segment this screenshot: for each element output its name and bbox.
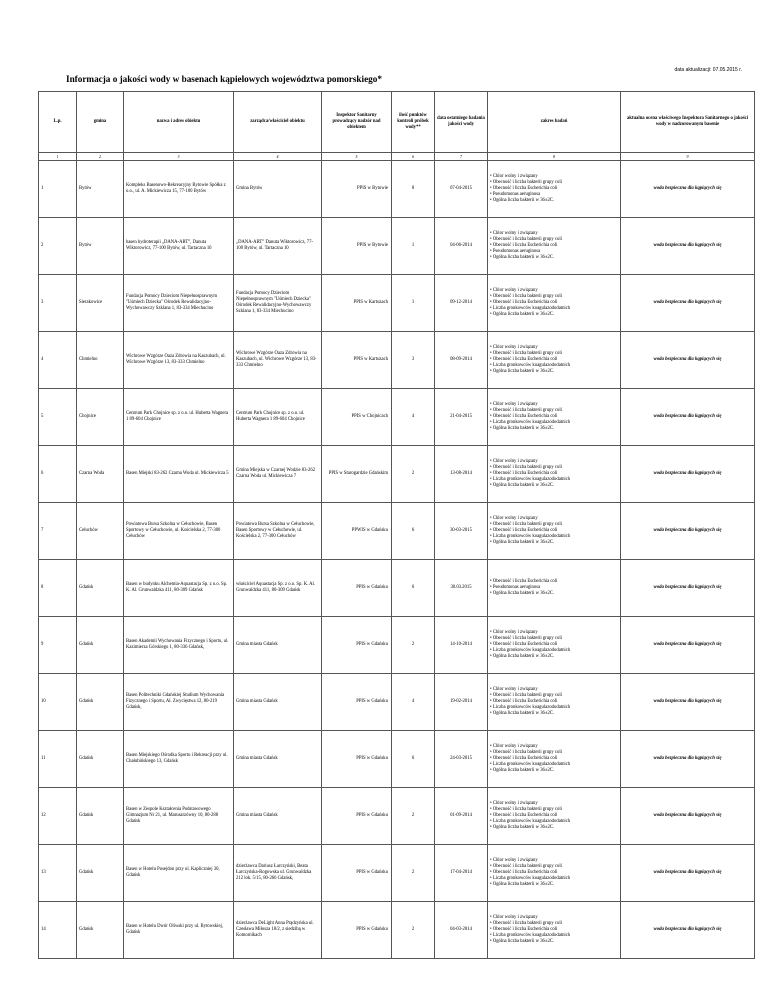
col-number: 2 bbox=[77, 153, 124, 161]
cell-obiekt: Basen Miejskiego Ośrodka Sportu i Rekreacji przy ul. Chałubińskiego 13, Gdańsk bbox=[124, 731, 234, 788]
cell-data: 30.03.2015 bbox=[435, 560, 488, 617]
cell-ocena: woda bezpieczna dla kąpiących się bbox=[621, 902, 755, 959]
zakres-item: • Obecność i liczba Escherichia coli bbox=[490, 300, 618, 306]
zakres-item: • Chlor wolny i związany bbox=[490, 459, 618, 465]
zakres-item: • Pseudomonas aeruginosa bbox=[490, 249, 618, 255]
zakres-item: • Obecność i liczba Escherichia coli bbox=[490, 699, 618, 705]
table-row bbox=[39, 332, 755, 389]
table-row bbox=[39, 560, 755, 617]
zakres-item: • Ogólna liczba bakterii w 36±2C. bbox=[490, 312, 618, 318]
cell-data: 24-03-2015 bbox=[435, 731, 488, 788]
table-row bbox=[39, 845, 755, 902]
cell-punkty: 6 bbox=[392, 503, 435, 560]
cell-zarzadca: Gmina miasta Gdańsk bbox=[234, 617, 322, 674]
zakres-list bbox=[490, 801, 618, 830]
cell-data: 17-04-2014 bbox=[435, 845, 488, 902]
cell-zarzadca: Fundacja Pomocy Dzieciom Niepełnosprawnym "Uśmiech Dziecka" Ośrodek Rewalidacyjno-Wychowawczy Szklana 1, 83-334 Miechucino bbox=[234, 275, 322, 332]
zakres-item: • Chlor wolny i związany bbox=[490, 516, 618, 522]
cell-data: 21-04-2015 bbox=[435, 389, 488, 446]
zakres-item: • Chlor wolny i związany bbox=[490, 630, 618, 636]
cell-gmina: Bytów bbox=[77, 161, 124, 218]
cell-lp: 11 bbox=[39, 731, 77, 788]
cell-obiekt: Wichrowe Wzgórze Oaza Zdrowia na Kaszubach, ul. Wichrowe Wzgórze 13, 83-333 Chmielno bbox=[124, 332, 234, 389]
cell-inspektor: PPIS w Gdańsku bbox=[322, 674, 392, 731]
cell-ocena: woda bezpieczna dla kąpiących się bbox=[621, 389, 755, 446]
cell-data: 13-08-2014 bbox=[435, 446, 488, 503]
cell-inspektor: PPIS w Gdańsku bbox=[322, 845, 392, 902]
zakres-list bbox=[490, 630, 618, 659]
cell-inspektor: PPIS w Bytowie bbox=[322, 218, 392, 275]
col-number: 3 bbox=[124, 153, 234, 161]
cell-inspektor: PPIS w Gdańsku bbox=[322, 788, 392, 845]
cell-inspektor: PPIS w Gdańsku bbox=[322, 617, 392, 674]
zakres-list bbox=[490, 915, 618, 944]
header-obiekt: nazwa i adres obiektu bbox=[124, 92, 234, 153]
cell-data: 09-12-2014 bbox=[435, 275, 488, 332]
cell-zarzadca: Gmina miasta Gdańsk bbox=[234, 731, 322, 788]
cell-ocena: woda bezpieczna dla kąpiących się bbox=[621, 731, 755, 788]
cell-obiekt: basen hydroterapii „DANA-ART”, Danuta Wiktorowicz, 77-100 Bytów, ul. Tartaczna 10 bbox=[124, 218, 234, 275]
cell-gmina: Bytów bbox=[77, 218, 124, 275]
cell-data: 01-09-2014 bbox=[435, 788, 488, 845]
cell-lp: 12 bbox=[39, 788, 77, 845]
header-data: data ostatniego badania jakości wody bbox=[435, 92, 488, 153]
cell-punkty: 4 bbox=[392, 389, 435, 446]
col-number: 5 bbox=[322, 153, 392, 161]
cell-gmina: Gdańsk bbox=[77, 560, 124, 617]
cell-gmina: Czarna Woda bbox=[77, 446, 124, 503]
zakres-list bbox=[490, 579, 618, 597]
zakres-item: • Ogólna liczba bakterii w 36±2C. bbox=[490, 426, 618, 432]
zakres-list bbox=[490, 858, 618, 887]
cell-gmina: Gdańsk bbox=[77, 845, 124, 902]
cell-obiekt: Basen w Zespole Kształcenia Podstawowego Gimnazjum Nr 21, ul. Marusarzówny 10, 80-288 Gdańsk bbox=[124, 788, 234, 845]
header-inspektor: Inspektor Sanitarny prowadzący nadzór nad obiektem bbox=[322, 92, 392, 153]
cell-zakres bbox=[488, 275, 621, 332]
cell-lp: 7 bbox=[39, 503, 77, 560]
cell-ocena: woda bezpieczna dla kąpiących się bbox=[621, 446, 755, 503]
cell-zakres bbox=[488, 674, 621, 731]
zakres-list bbox=[490, 288, 618, 317]
zakres-item: • Obecność i liczba Escherichia coli bbox=[490, 642, 618, 648]
cell-zakres bbox=[488, 389, 621, 446]
zakres-item: • Liczba gronkowców koagulazododatnich bbox=[490, 534, 618, 540]
zakres-item: • Obecność i liczba bakterii grupy coli bbox=[490, 636, 618, 642]
cell-punkty: 2 bbox=[392, 446, 435, 503]
cell-zarzadca: Gmina miasta Gdańsk bbox=[234, 788, 322, 845]
cell-gmina: Gdańsk bbox=[77, 674, 124, 731]
cell-inspektor: PPIS w Gdańsku bbox=[322, 902, 392, 959]
zakres-item: • Liczba gronkowców koagulazododatnich bbox=[490, 363, 618, 369]
zakres-item: • Obecność i liczba bakterii grupy coli bbox=[490, 351, 618, 357]
cell-ocena: woda bezpieczna dla kąpiących się bbox=[621, 161, 755, 218]
cell-obiekt: Basen w budynku Alchemia-Aquastacja Sp. z o.o. Sp. K. Al. Grunwaldzka 411, 80-309 Gdańsk bbox=[124, 560, 234, 617]
zakres-item: • Obecność i liczba Escherichia coli bbox=[490, 186, 618, 192]
cell-zakres bbox=[488, 617, 621, 674]
cell-zarzadca: Gmina Bytów bbox=[234, 161, 322, 218]
cell-punkty: 6 bbox=[392, 560, 435, 617]
zakres-item: • Ogólna liczba bakterii w 36±2C. bbox=[490, 882, 618, 888]
zakres-item: • Chlor wolny i związany bbox=[490, 288, 618, 294]
cell-zarzadca: dzierżawca Dariusz Łarczyński, Beata Łarczyńska-Rogowska ul. Grunwaldzka 212 lok. 5/15, 80-266 Gdańsk, bbox=[234, 845, 322, 902]
zakres-item: • Chlor wolny i związany bbox=[490, 402, 618, 408]
zakres-item: • Obecność i liczba Escherichia coli bbox=[490, 870, 618, 876]
zakres-list bbox=[490, 459, 618, 488]
table-row bbox=[39, 731, 755, 788]
page-title: Informacja o jakości wody w basenach kąpielowych województwa pomorskiego* bbox=[66, 74, 382, 84]
cell-zakres bbox=[488, 332, 621, 389]
cell-ocena: woda bezpieczna dla kąpiących się bbox=[621, 617, 755, 674]
cell-gmina: Gdańsk bbox=[77, 902, 124, 959]
cell-obiekt: Fundacja Pomocy Dzieciom Niepełnosprawnym "Uśmiech Dziecka" Ośrodek Rewalidacyjno-Wychowawczy Szklana 1, 83-334 Miechucino bbox=[124, 275, 234, 332]
cell-zarzadca: Wichrowe Wzgórze Oaza Zdrowia na Kaszubach, ul. Wichrowe Wzgórze 13, 83-333 Chmielno bbox=[234, 332, 322, 389]
col-number: 6 bbox=[392, 153, 435, 161]
cell-gmina: Chmielno bbox=[77, 332, 124, 389]
zakres-item: • Obecność i liczba bakterii grupy coli bbox=[490, 921, 618, 927]
cell-inspektor: PPWIS w Gdańsku bbox=[322, 503, 392, 560]
cell-punkty: 2 bbox=[392, 845, 435, 902]
zakres-item: • Obecność i liczba Escherichia coli bbox=[490, 927, 618, 933]
zakres-item: • Obecność i liczba Escherichia coli bbox=[490, 528, 618, 534]
zakres-item: • Obecność i liczba Escherichia coli bbox=[490, 471, 618, 477]
cell-punkty: 8 bbox=[392, 161, 435, 218]
zakres-item: • Liczba gronkowców koagulazododatnich bbox=[490, 477, 618, 483]
col-number: 8 bbox=[488, 153, 621, 161]
cell-inspektor: PPIS w Chojnicach bbox=[322, 389, 392, 446]
zakres-item: • Ogólna liczba bakterii w 36±2C. bbox=[490, 255, 618, 261]
zakres-item: • Chlor wolny i związany bbox=[490, 858, 618, 864]
zakres-item: • Ogólna liczba bakterii w 36±2C. bbox=[490, 939, 618, 945]
zakres-item: • Chlor wolny i związany bbox=[490, 801, 618, 807]
zakres-item: • Ogólna liczba bakterii w 36±2C. bbox=[490, 591, 618, 597]
cell-data: 07-04-2015 bbox=[435, 161, 488, 218]
col-number: 1 bbox=[39, 153, 77, 161]
cell-lp: 1 bbox=[39, 161, 77, 218]
cell-obiekt: Basen Akademii Wychowania Fizycznego i Sportu, ul. Kazimierza Górskiego 1, 80-336 Gdańsk, bbox=[124, 617, 234, 674]
zakres-item: • Ogólna liczba bakterii w 36±2C. bbox=[490, 483, 618, 489]
table-row bbox=[39, 788, 755, 845]
zakres-item: • Liczba gronkowców koagulazododatnich bbox=[490, 933, 618, 939]
cell-gmina: Gdańsk bbox=[77, 788, 124, 845]
header-zarzadca: zarządca/właściciel obiektu bbox=[234, 92, 322, 153]
cell-zakres bbox=[488, 902, 621, 959]
zakres-item: • Obecność i liczba bakterii grupy coli bbox=[490, 180, 618, 186]
cell-ocena: woda bezpieczna dla kąpiących się bbox=[621, 845, 755, 902]
cell-ocena: woda bezpieczna dla kąpiących się bbox=[621, 674, 755, 731]
zakres-item: • Liczba gronkowców koagulazododatnich bbox=[490, 648, 618, 654]
cell-lp: 14 bbox=[39, 902, 77, 959]
col-number: 9 bbox=[621, 153, 755, 161]
cell-lp: 13 bbox=[39, 845, 77, 902]
cell-zakres bbox=[488, 560, 621, 617]
cell-ocena: woda bezpieczna dla kąpiących się bbox=[621, 332, 755, 389]
cell-punkty: 4 bbox=[392, 674, 435, 731]
cell-inspektor: PPIS w Kartuzach bbox=[322, 332, 392, 389]
update-date: data aktualizacji: 07.05.2015 r. bbox=[674, 67, 742, 73]
cell-inspektor: PPIS w Gdańsku bbox=[322, 731, 392, 788]
cell-lp: 2 bbox=[39, 218, 77, 275]
zakres-item: • Liczba gronkowców koagulazododatnich bbox=[490, 306, 618, 312]
cell-obiekt: Kompleks Basenowo-Rekreacyjny Bytowie Spółka z o.o., ul. A. Mickiewicza 15, 77-100 Bytów bbox=[124, 161, 234, 218]
zakres-list bbox=[490, 744, 618, 773]
zakres-item: • Chlor wolny i związany bbox=[490, 687, 618, 693]
table-row bbox=[39, 674, 755, 731]
zakres-item: • Ogólna liczba bakterii w 36±2C. bbox=[490, 654, 618, 660]
zakres-item: • Chlor wolny i związany bbox=[490, 174, 618, 180]
cell-lp: 4 bbox=[39, 332, 77, 389]
cell-ocena: woda bezpieczna dla kąpiących się bbox=[621, 275, 755, 332]
cell-zakres bbox=[488, 446, 621, 503]
zakres-item: • Pseudomonas aeruginosa bbox=[490, 585, 618, 591]
cell-obiekt: Basen w Hotelu Posejdon przy ul. Kapliczniej 30, Gdańsk bbox=[124, 845, 234, 902]
zakres-item: • Obecność i liczba bakterii grupy coli bbox=[490, 294, 618, 300]
zakres-item: • Obecność i liczba Escherichia coli bbox=[490, 579, 618, 585]
zakres-list bbox=[490, 687, 618, 716]
table-row bbox=[39, 902, 755, 959]
zakres-item: • Ogólna liczba bakterii w 36±2C. bbox=[490, 825, 618, 831]
header-zakres: zakres badań bbox=[488, 92, 621, 153]
cell-punkty: 2 bbox=[392, 902, 435, 959]
cell-lp: 9 bbox=[39, 617, 77, 674]
cell-data: 30-03-2015 bbox=[435, 503, 488, 560]
zakres-item: • Liczba gronkowców koagulazododatnich bbox=[490, 762, 618, 768]
cell-punkty: 2 bbox=[392, 788, 435, 845]
table-row bbox=[39, 617, 755, 674]
header-ocena: aktualna ocena właściwego Inspektora Sanitarnego o jakości wody w nadzorowanym basenie bbox=[621, 92, 755, 153]
zakres-list bbox=[490, 231, 618, 260]
zakres-item: • Obecność i liczba bakterii grupy coli bbox=[490, 408, 618, 414]
cell-zarzadca: Centrum Park Chojnice sp. z o.o. ul. Huberta Wagnera 1 89-604 Chojnice bbox=[234, 389, 322, 446]
cell-lp: 10 bbox=[39, 674, 77, 731]
zakres-item: • Ogólna liczba bakterii w 36±2C. bbox=[490, 768, 618, 774]
header-gmina: gmina bbox=[77, 92, 124, 153]
cell-data: 14-10-2014 bbox=[435, 617, 488, 674]
cell-lp: 3 bbox=[39, 275, 77, 332]
cell-zakres bbox=[488, 731, 621, 788]
cell-lp: 8 bbox=[39, 560, 77, 617]
zakres-item: • Liczba gronkowców koagulazododatnich bbox=[490, 819, 618, 825]
zakres-item: • Chlor wolny i związany bbox=[490, 231, 618, 237]
cell-gmina: Gdańsk bbox=[77, 731, 124, 788]
cell-zarzadca: właściciel Aquastacja Sp. z o.o. Sp. K. Al. Grunwaldzka 411, 80-309 Gdańsk bbox=[234, 560, 322, 617]
zakres-item: • Pseudomonas aeruginosa bbox=[490, 192, 618, 198]
zakres-list bbox=[490, 174, 618, 203]
cell-punkty: 1 bbox=[392, 218, 435, 275]
cell-inspektor: PPIS w Starogardzie Gdańskim bbox=[322, 446, 392, 503]
cell-ocena: woda bezpieczna dla kąpiących się bbox=[621, 218, 755, 275]
col-number: 7 bbox=[435, 153, 488, 161]
cell-gmina: Chojnice bbox=[77, 389, 124, 446]
cell-punkty: 1 bbox=[392, 275, 435, 332]
cell-ocena: woda bezpieczna dla kąpiących się bbox=[621, 788, 755, 845]
cell-zarzadca: dzierżawca DeLight Anna Prądzyńska ul. Czesława Miłosza 18/2, z siedzibą w Komornikach bbox=[234, 902, 322, 959]
water-quality-table bbox=[38, 91, 755, 959]
cell-data: 04-03-2014 bbox=[435, 902, 488, 959]
zakres-item: • Chlor wolny i związany bbox=[490, 345, 618, 351]
zakres-item: • Liczba gronkowców koagulazododatnich bbox=[490, 705, 618, 711]
zakres-item: • Obecność i liczba Escherichia coli bbox=[490, 414, 618, 420]
zakres-list bbox=[490, 516, 618, 545]
cell-gmina: Gdańsk bbox=[77, 617, 124, 674]
cell-inspektor: PPIS w Bytowie bbox=[322, 161, 392, 218]
cell-zarzadca: „DANA-ART” Danuta Wiktorowicz, 77-100 Bytów, ul. Tartaczna 10 bbox=[234, 218, 322, 275]
cell-zakres bbox=[488, 218, 621, 275]
cell-inspektor: PPIS w Gdańsku bbox=[322, 560, 392, 617]
cell-zakres bbox=[488, 161, 621, 218]
zakres-item: • Obecność i liczba bakterii grupy coli bbox=[490, 864, 618, 870]
table-row bbox=[39, 389, 755, 446]
zakres-item: • Liczba gronkowców koagulazododatnich bbox=[490, 420, 618, 426]
cell-ocena: woda bezpieczna dla kąpiących się bbox=[621, 503, 755, 560]
zakres-item: • Ogólna liczba bakterii w 36±2C. bbox=[490, 369, 618, 375]
cell-gmina: Sierakowice bbox=[77, 275, 124, 332]
cell-data: 08-09-2014 bbox=[435, 332, 488, 389]
cell-ocena: woda bezpieczna dla kąpiących się bbox=[621, 560, 755, 617]
cell-punkty: 2 bbox=[392, 617, 435, 674]
zakres-item: • Chlor wolny i związany bbox=[490, 915, 618, 921]
zakres-item: • Obecność i liczba bakterii grupy coli bbox=[490, 693, 618, 699]
col-number: 4 bbox=[234, 153, 322, 161]
cell-gmina: Cełuchów bbox=[77, 503, 124, 560]
zakres-item: • Obecność i liczba Escherichia coli bbox=[490, 357, 618, 363]
zakres-item: • Ogólna liczba bakterii w 36±2C. bbox=[490, 540, 618, 546]
cell-lp: 6 bbox=[39, 446, 77, 503]
cell-zarzadca: Powiatowa Bursa Szkolna w Cełuchowie, Basen Sportowy w Cełuchowie, ul. Kościelska 2, 77-300 Cełuchów bbox=[234, 503, 322, 560]
table-row bbox=[39, 218, 755, 275]
zakres-item: • Obecność i liczba bakterii grupy coli bbox=[490, 465, 618, 471]
zakres-item: • Obecność i liczba bakterii grupy coli bbox=[490, 750, 618, 756]
zakres-item: • Obecność i liczba Escherichia coli bbox=[490, 756, 618, 762]
cell-obiekt: Centrum Park Chojnice sp. z o.o. ul. Huberta Wagnera 1 89-604 Chojnice bbox=[124, 389, 234, 446]
header-row bbox=[39, 92, 755, 153]
zakres-item: • Ogólna liczba bakterii w 36±2C. bbox=[490, 711, 618, 717]
zakres-item: • Chlor wolny i związany bbox=[490, 744, 618, 750]
zakres-list bbox=[490, 345, 618, 374]
cell-obiekt: Basen w Hotelu Dwór Oliwski przy ul. Bytowskiej, Gdańsk bbox=[124, 902, 234, 959]
cell-obiekt: Basen Miejski 83-262 Czarna Woda ul. Mickiewicza 5 bbox=[124, 446, 234, 503]
cell-zakres bbox=[488, 788, 621, 845]
cell-obiekt: Powiatowa Bursa Szkolna w Cełuchowie, Basen Sportowy w Cełuchowie, ul. Kościelska 2, 77-300 Cełuchów bbox=[124, 503, 234, 560]
zakres-list bbox=[490, 402, 618, 431]
cell-zakres bbox=[488, 503, 621, 560]
header-lp: L.p. bbox=[39, 92, 77, 153]
cell-punkty: 3 bbox=[392, 332, 435, 389]
cell-obiekt: Basen Politechniki Gdańskiej Studium Wychowania Fizycznego i Sportu, Al. Zwycięstwa 12, 80-219 Gdańsk, bbox=[124, 674, 234, 731]
zakres-item: • Obecność i liczba bakterii grupy coli bbox=[490, 237, 618, 243]
table-row bbox=[39, 275, 755, 332]
zakres-item: • Obecność i liczba bakterii grupy coli bbox=[490, 807, 618, 813]
table-row bbox=[39, 503, 755, 560]
cell-punkty: 6 bbox=[392, 731, 435, 788]
cell-data: 19-02-2014 bbox=[435, 674, 488, 731]
column-number-row bbox=[39, 153, 755, 161]
header-punkty: ilość punktów kontroli próbek wody** bbox=[392, 92, 435, 153]
zakres-item: • Ogólna liczba bakterii w 36±2C. bbox=[490, 198, 618, 204]
zakres-item: • Liczba gronkowców koagulazododatnich bbox=[490, 876, 618, 882]
cell-zakres bbox=[488, 845, 621, 902]
cell-data: 04-06-2014 bbox=[435, 218, 488, 275]
cell-inspektor: PPIS w Kartuzach bbox=[322, 275, 392, 332]
table-row bbox=[39, 161, 755, 218]
cell-zarzadca: Gmina Miejska w Czarnej Wodzie 83-262 Czarna Woda ul. Mickiewicza 7 bbox=[234, 446, 322, 503]
table-row bbox=[39, 446, 755, 503]
zakres-item: • Obecność i liczba Escherichia coli bbox=[490, 243, 618, 249]
cell-lp: 5 bbox=[39, 389, 77, 446]
cell-zarzadca: Gmina miasta Gdańsk bbox=[234, 674, 322, 731]
zakres-item: • Obecność i liczba Escherichia coli bbox=[490, 813, 618, 819]
zakres-item: • Obecność i liczba bakterii grupy coli bbox=[490, 522, 618, 528]
